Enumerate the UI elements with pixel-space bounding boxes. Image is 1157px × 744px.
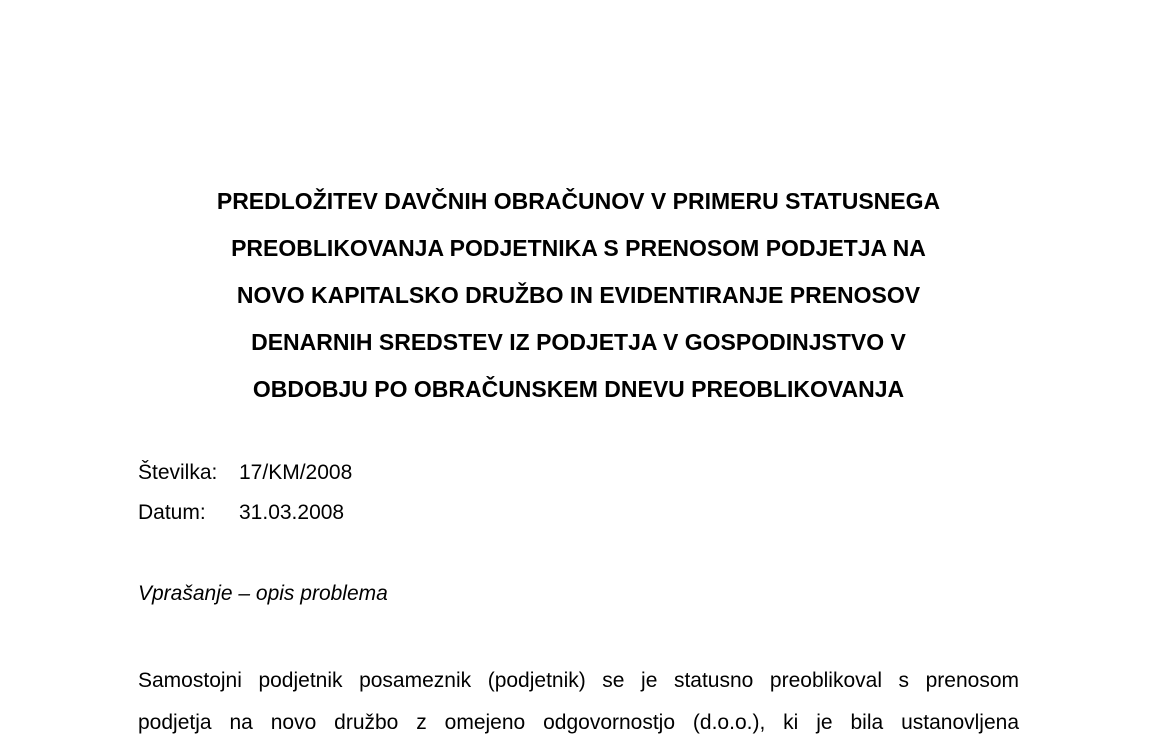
title-line: PREDLOŽITEV DAVČNIH OBRAČUNOV V PRIMERU STATUSNEGA (216, 188, 941, 214)
document-date-row (138, 500, 344, 526)
body-line: Samostojni podjetnik posameznik (podjetnik) se je statusno preoblikoval s prenosom (138, 669, 1019, 692)
document-title (120, 178, 1037, 413)
document-number-label: Številka: (138, 461, 218, 484)
section-heading: Vprašanje – opis problema (138, 582, 388, 605)
document-number-value: 17/KM/2008 (239, 461, 353, 484)
title-line: DENARNIH SREDSTEV IZ PODJETJA V GOSPODINJSTVO V (251, 329, 906, 355)
title-line: NOVO KAPITALSKO DRUŽBO IN EVIDENTIRANJE PRENOSOV (236, 282, 921, 308)
title-line: OBDOBJU PO OBRAČUNSKEM DNEVU PREOBLIKOVANJA (252, 376, 905, 402)
title-line: PREOBLIKOVANJA PODJETNIKA S PRENOSOM PODJETJA NA (231, 235, 926, 261)
document-date-value: 31.03.2008 (239, 501, 345, 524)
body-paragraph (138, 660, 1019, 744)
document-date-label: Datum: (138, 501, 206, 524)
body-line: podjetja na novo družbo z omejeno odgovornostjo (d.o.o.), ki je bila ustanovljena (138, 711, 1019, 734)
document-number-row (138, 460, 352, 486)
